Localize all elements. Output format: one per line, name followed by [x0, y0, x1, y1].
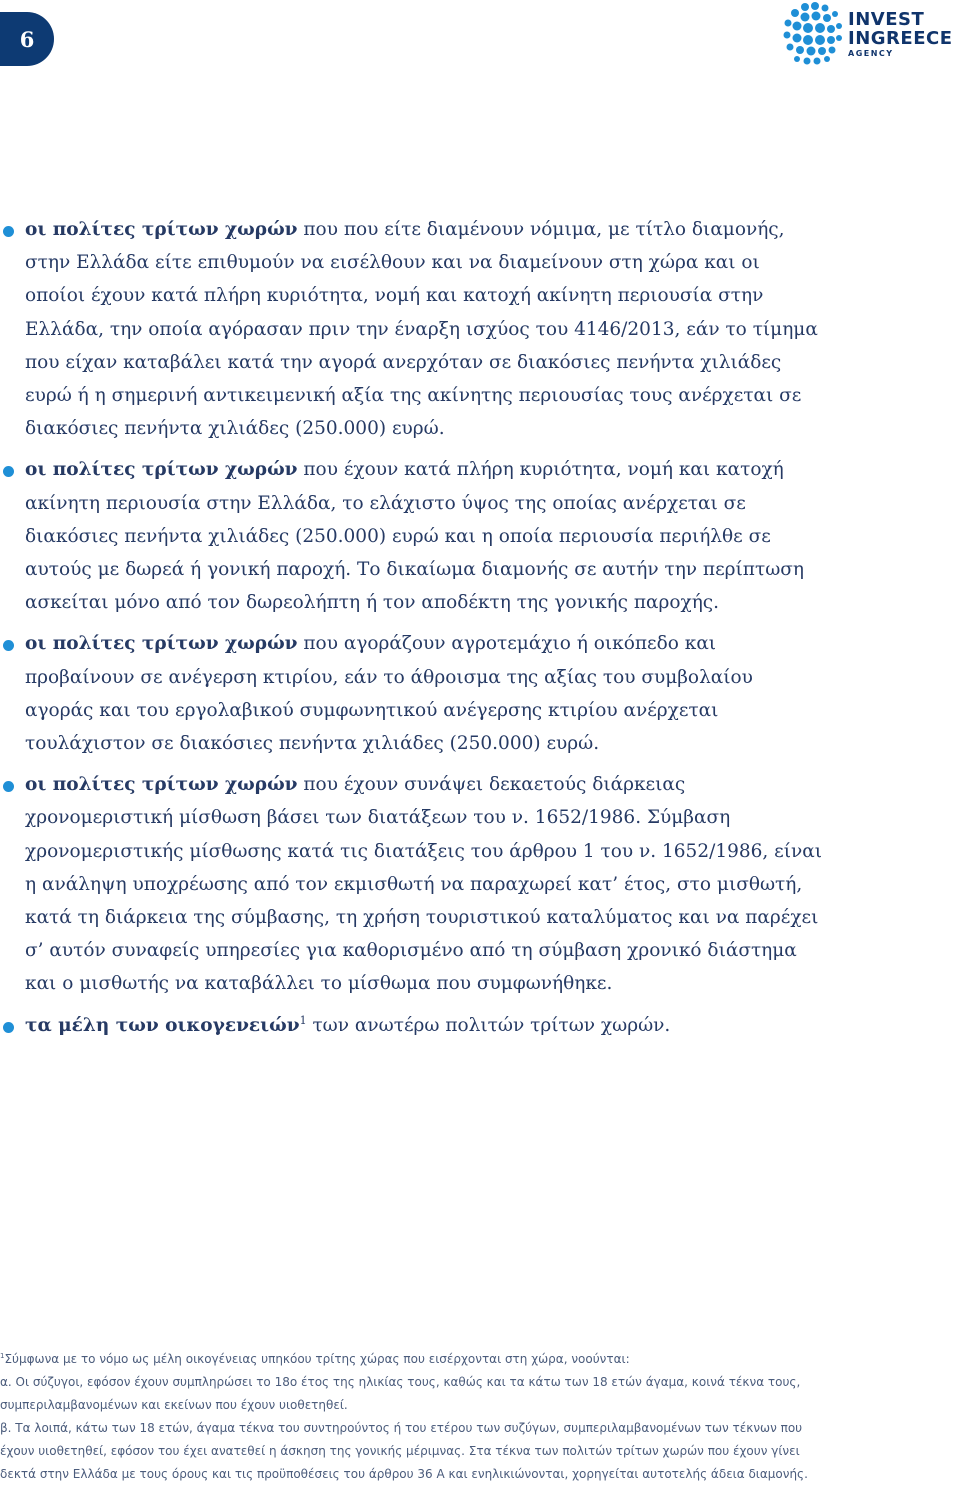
logo-dots-icon — [782, 2, 844, 66]
footnote-marker: 1 — [0, 1352, 5, 1360]
bullet-dot-icon — [3, 226, 14, 237]
list-item-bold: οι πολίτες τρίτων χωρών — [25, 633, 298, 655]
logo-wordmark — [848, 11, 953, 58]
footnote-item-a: α. Οι σύζυγοι, εφόσον έχουν συμπληρώσει το 18ο έτος της ηλικίας τους, καθώς και τα κάτω των 18 ετών άγαμα, κοινά τέκνα τους, συμπεριλαμβανομένων και εκείνων που έχουν υιοθετηθεί. — [0, 1375, 801, 1412]
footnote-item-b: β. Τα λοιπά, κάτω των 18 ετών, άγαμα τέκνα του συντηρούντος ή του ετέρου των συζύγων, συμπεριλαμβανομένων των τέκνων που έχουν υιοθετηθεί, εφόσον του έχει ανατεθεί η άσκηση της γονικής μέριμνας. Στα τέκνα των πολιτών τρίτων χωρών που έχουν γίνει δεκτά στην Ελλάδα με τους όρους και τις προϋποθέσεις του άρθρου 36 Α και ενηλικιώνονται, χορηγείται αυτοτελής άδεια διαμονής. — [0, 1421, 808, 1481]
list-item-text: που που είτε διαμένουν νόμιμα, με τίτλο διαμονής, στην Ελλάδα είτε επιθυμούν να εισέλθουν και να διαμείνουν στη χώρα και οι οποίοι έχουν κατά πλήρη κυριότητα, νομή και κατοχή ακίνητη περιουσία στην Ελλάδα, την οποία αγόρασαν πριν την έναρξη ισχύος του 4146/2013, εάν το τίμημα που είχαν καταβάλει κατά την αγορά ανερχόταν σε διακόσιες πενήντα χιλιάδες ευρώ ή η σημερινή αντικειμενική αξία της ακίνητης περιουσίας τους ανέρχεται σε διακόσιες πενήντα χιλιάδες (250.000) ευρώ. — [25, 219, 818, 440]
bullet-dot-icon — [3, 1022, 14, 1033]
invest-in-greece-logo — [782, 2, 957, 66]
page-number-badge — [0, 12, 54, 66]
list-item-text: των ανωτέρω πολιτών τρίτων χωρών. — [306, 1014, 671, 1036]
bullet-dot-icon — [3, 640, 14, 651]
logo-line-invest: INVEST — [848, 9, 925, 30]
footnote-reference: 1 — [299, 1013, 307, 1027]
list-item-bold: οι πολίτες τρίτων χωρών — [25, 774, 298, 796]
list-item-text: που έχουν κατά πλήρη κυριότητα, νομή και κατοχή ακίνητη περιουσία στην Ελλάδα, το ελάχιστο ύψος της οποίας ανέρχεται σε διακόσιες πενήντα χιλιάδες (250.000) ευρώ και η οποία περιουσία περιήλθε σε αυτούς με δωρεά ή γονική παροχή. Το δικαίωμα διαμονής σε αυτήν την περίπτωση ασκείται μόνο από τον δωρεολήπτη ή τον αποδέκτη της γονικής παροχής. — [25, 459, 804, 614]
logo-line-ingreece: INGREECE — [848, 28, 953, 49]
footnote-intro-text: Σύμφωνα με το νόμο ως μέλη οικογένειας υπηκόου τρίτης χώρας που εισέρχονται στη χώρα, νοούνται: — [4, 1352, 630, 1366]
page-number: 6 — [19, 26, 35, 52]
list-item-bold: οι πολίτες τρίτων χωρών — [25, 459, 298, 481]
list-item-bold: οι πολίτες τρίτων χωρών — [25, 219, 298, 240]
bullet-dot-icon — [3, 466, 14, 477]
list-item-text: που έχουν συνάψει δεκαετούς διάρκειας χρονομεριστική μίσθωση βάσει των διατάξεων του ν. 1652/1986. Σύμβαση χρονομεριστικής μίσθωσης κατά τις διατάξεις του άρθρου 1 του ν. 1652/1986, είναι η ανάληψη υποχρέωσης από τον εκμισθωτή να παραχωρεί κατ’ έτος, στο μισθωτή, κατά τη διάρκεια της σύμβασης, τη χρήση τουριστικού καταλύματος και να παρέχει σ’ αυτόν συναφείς υπηρεσίες για καθορισμένο από τη σύμβαση χρονικό διάστημα και ο μισθωτής να καταβάλλει το μίσθωμα που συμφωνήθηκε. — [25, 774, 822, 995]
bullet-list — [25, 213, 825, 1050]
footnotes — [0, 1345, 820, 1486]
list-item — [25, 1009, 825, 1042]
list-item — [25, 768, 825, 1000]
list-item — [25, 453, 825, 619]
list-item-text: που αγοράζουν αγροτεμάχιο ή οικόπεδο και προβαίνουν σε ανέγερση κτιρίου, εάν το άθροισμα της αξίας του συμβολαίου αγοράς και του εργολαβικού συμφωνητικού ανέγερσης κτιρίου ανέρχεται τουλάχιστον σε διακόσιες πενήντα χιλιάδες (250.000) ευρώ. — [25, 633, 753, 755]
list-item — [25, 213, 825, 445]
list-item — [25, 627, 825, 760]
footnote-intro — [0, 1345, 820, 1371]
list-item-bold: τα μέλη των οικογενειών — [25, 1014, 300, 1036]
logo-line-agency: AGENCY — [848, 49, 894, 58]
bullet-dot-icon — [3, 781, 14, 792]
